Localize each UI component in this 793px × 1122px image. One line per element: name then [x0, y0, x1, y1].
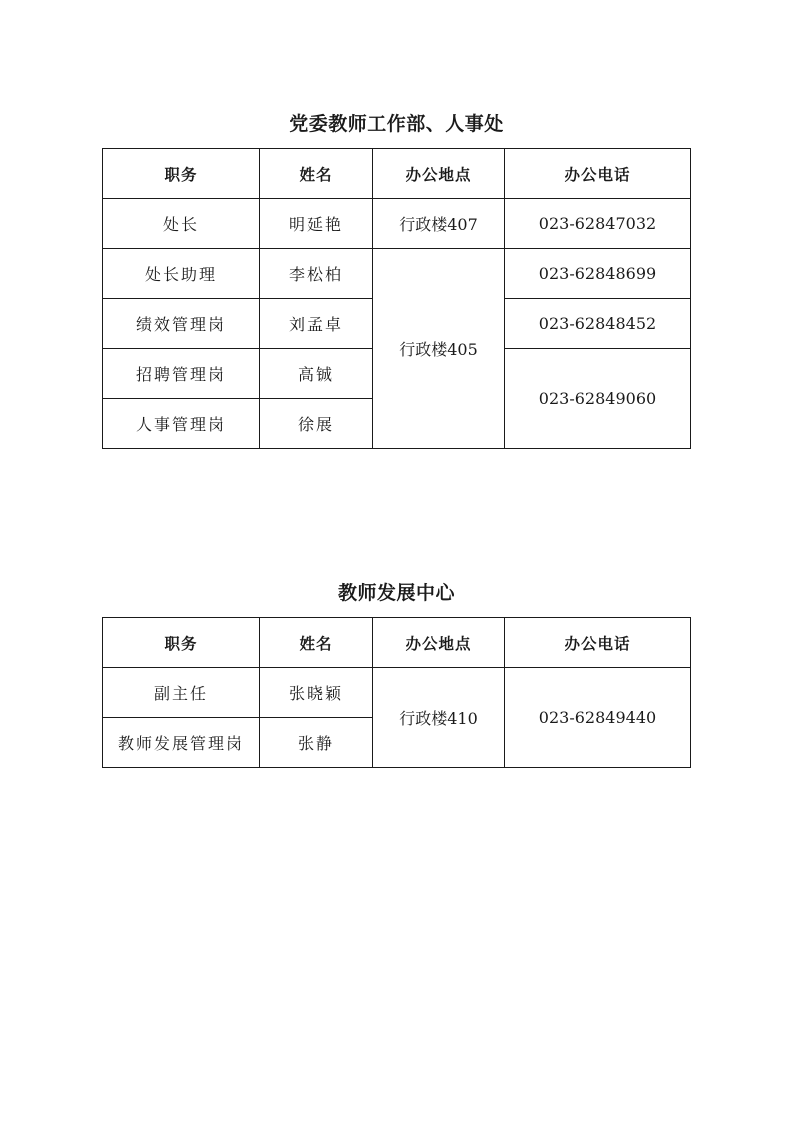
role-cell: 副主任 [103, 668, 260, 718]
name-cell: 高铖 [260, 349, 373, 399]
role-cell: 处长 [103, 199, 260, 249]
phone-cell: 023-62849060 [505, 349, 691, 449]
header-role: 职务 [103, 149, 260, 199]
name-cell: 刘孟卓 [260, 299, 373, 349]
role-cell: 绩效管理岗 [103, 299, 260, 349]
header-phone: 办公电话 [505, 149, 691, 199]
name-cell: 张晓颖 [260, 668, 373, 718]
phone-cell: 023-62847032 [505, 199, 691, 249]
name-cell: 徐展 [260, 399, 373, 449]
header-location: 办公地点 [373, 618, 505, 668]
phone-cell: 023-62849440 [505, 668, 691, 768]
phone-cell: 023-62848452 [505, 299, 691, 349]
role-cell: 教师发展管理岗 [103, 718, 260, 768]
table-row [103, 249, 691, 299]
header-name: 姓名 [260, 149, 373, 199]
header-location: 办公地点 [373, 149, 505, 199]
name-cell: 张静 [260, 718, 373, 768]
header-role: 职务 [103, 618, 260, 668]
phone-cell: 023-62848699 [505, 249, 691, 299]
table-header-row [103, 149, 691, 199]
name-cell: 李松柏 [260, 249, 373, 299]
header-name: 姓名 [260, 618, 373, 668]
table-row [103, 199, 691, 249]
location-cell: 行政楼405 [373, 249, 505, 449]
location-cell: 行政楼410 [373, 668, 505, 768]
table-row [103, 668, 691, 718]
table-header-row [103, 618, 691, 668]
personnel-contact-table [102, 148, 691, 449]
role-cell: 招聘管理岗 [103, 349, 260, 399]
header-phone: 办公电话 [505, 618, 691, 668]
teacher-development-contact-table [102, 617, 691, 768]
role-cell: 人事管理岗 [103, 399, 260, 449]
role-cell: 处长助理 [103, 249, 260, 299]
location-cell: 行政楼407 [373, 199, 505, 249]
section-title-teacher-development: 教师发展中心 [337, 582, 455, 604]
section-title-personnel: 党委教师工作部、人事处 [289, 113, 504, 135]
name-cell: 明延艳 [260, 199, 373, 249]
